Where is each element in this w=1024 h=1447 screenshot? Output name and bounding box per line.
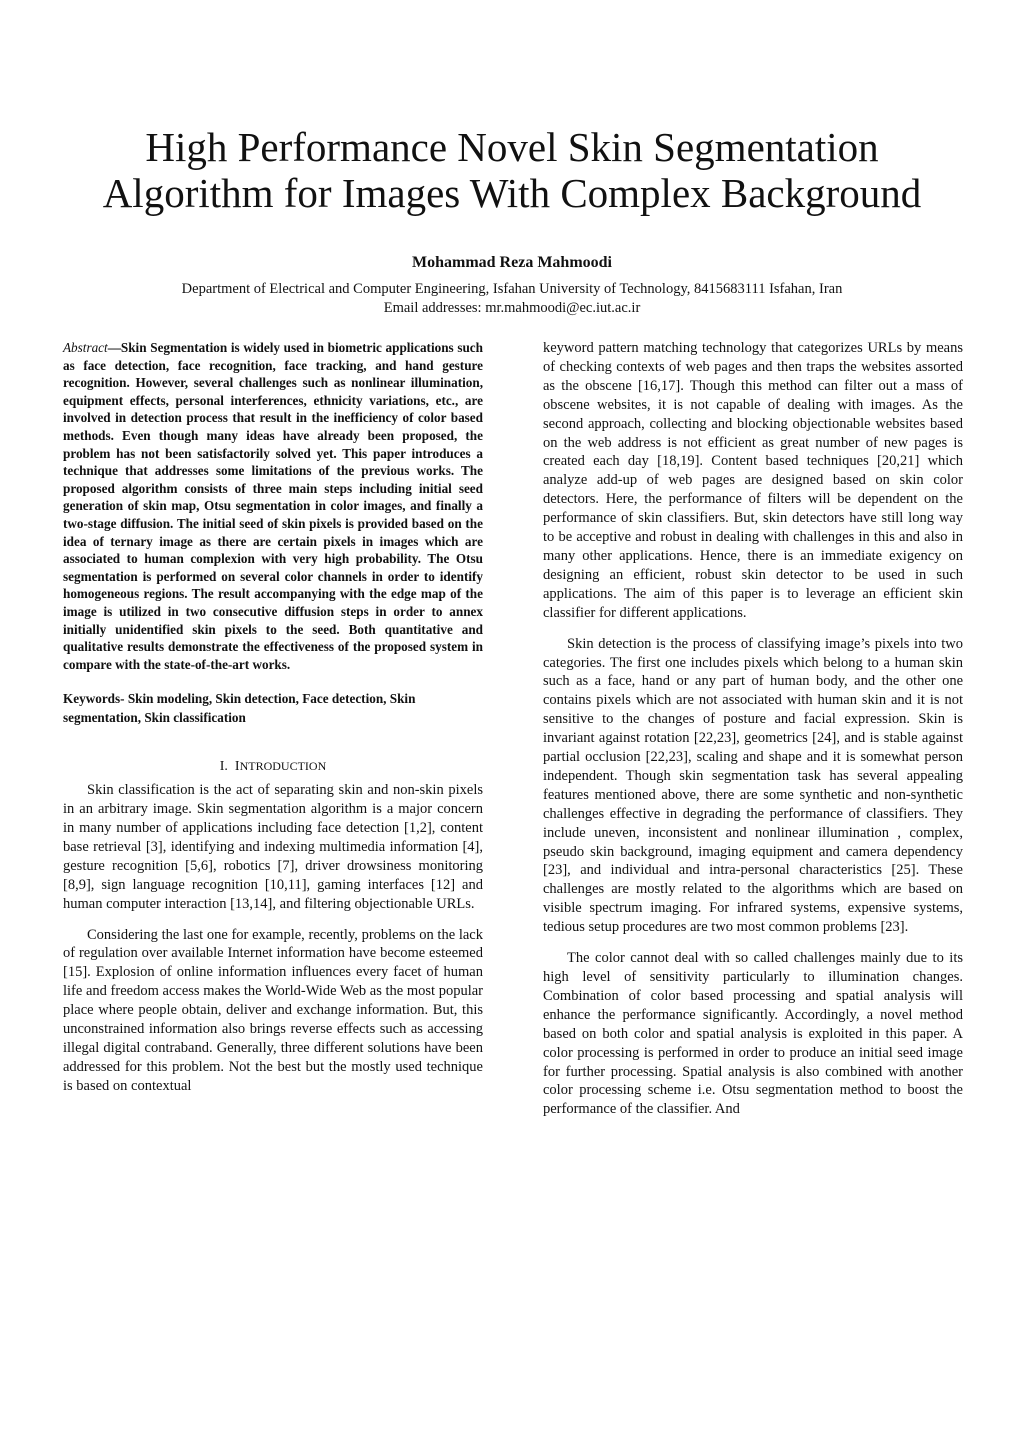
paper-title	[60, 124, 964, 216]
author-affiliation	[60, 280, 964, 318]
intro-paragraph-2: Considering the last one for example, recently, problems on the lack of regulation over available Internet information have become esteemed [15]. Explosion of online information influences every facet of human life and freedom access makes the World-Wide Web as the most popular place where people obtain, deliver and exchange information. But, this unconstrained information also brings reverse effects such as accessing illegal digital contraband. Generally, three different solutions have been addressed for this problem. Not the best but the mostly used technique is based on contextual	[63, 926, 483, 1094]
left-column	[63, 339, 483, 1108]
section-heading-introduction	[63, 757, 483, 777]
right-column	[543, 339, 963, 1131]
intro-paragraph-1: Skin classification is the act of separating skin and non-skin pixels in an arbitrary image. Skin segmentation algorithm is a major concern in many number of applications including face detection [1,2], content base retrieval [3], identifying and indexing multimedia information [4], gesture recognition [5,6], robotics [7], driver drowsiness monitoring [8,9], sign language recognition [10,11], gaming interfaces [12] and human computer interaction [13,14], and filtering objectionable URLs.	[63, 782, 483, 912]
abstract-label: Abstract	[63, 340, 108, 355]
title-line-1: High Performance Novel Skin Segmentation	[145, 124, 879, 170]
abstract	[63, 339, 483, 673]
intro-paragraph-4: Skin detection is the process of classifying image’s pixels into two categories. The first one includes pixels which belong to a human skin such as a face, hand or any part of human body, and the other one contains pixels which are not associated with human skin and it is not sensitive to the changes of posture and facial expression. Skin is invariant against rotation [22,23], geometrics [24], and is stable against partial occlusion [22,23], scaling and shape and it is somewhat person independent. Though skin segmentation task has several appealing features mentioned above, there are some synthetic and non-synthetic challenges effective in degrading the performance of classifiers. They include uneven, inconsistent and nonlinear illumination , complex, pseudo skin background, imaging equipment and camera dependency [23], and individual and intra-personal characteristics [25]. These challenges are mostly related to the algorithms which are based on visible spectrum imaging. For infrared systems, expensive systems, tedious setup procedures are two most common problems [23].	[543, 635, 963, 936]
intro-paragraph-3: keyword pattern matching technology that categorizes URLs by means of checking contexts of web pages and then traps the websites assorted as the obscene [16,17]. Though this method can filter out a mass of obscene websites, it is not capable of dealing with images. As the second approach, collecting and blocking objectionable websites based on the web address is not efficient as great number of new pages is created each day [18,19]. Content based techniques [20,21] which analyze add-up of web pages are designed based on skin color detectors. Here, the performance of filters will be dependent on the performance of skin classifiers. But, skin detectors have still long way to be acceptive and robust in dealing with challenges in this and also in many other applications. Hence, there is an immediate exigency on designing an efficient, robust skin detector to be used in such applications. The aim of this paper is to leverage an efficient skin classifier for different applications.	[543, 340, 963, 621]
affiliation-text: Department of Electrical and Computer Engineering, Isfahan University of Technology, 8415683111 Isfahan, Iran	[181, 281, 843, 297]
section-number: I.	[219, 759, 228, 775]
keywords: Keywords- Skin modeling, Skin detection, Face detection, Skin segmentation, Skin classification	[63, 691, 416, 726]
section-title-initial: I	[234, 759, 240, 775]
abstract-dash: —	[107, 340, 121, 355]
intro-paragraph-5: The color cannot deal with so called challenges mainly due to its high level of sensitivity particularly to illumination changes. Combination of color based processing and spatial analysis will enhance the performance significantly. Accordingly, a novel method based on both color and spatial analysis is exploited in this paper. A color processing is performed in order to produce an initial seed image for further processing. Spatial analysis is also combined with another color processing scheme i.e. Otsu segmentation method to boost the performance of the classifier. And	[543, 950, 963, 1118]
abstract-text: Skin Segmentation is widely used in biometric applications such as face detection, face recognition, face tracking, and hand gesture recognition. However, several challenges such as nonlinear illumination, equipment effects, personal interferences, ethnicity variations, etc., are involved in detection process that result in the inefficiency of color based methods. Even though many ideas have already been proposed, the problem has not been satisfactorily solved yet. This paper introduces a technique that addresses some limitations of the previous works. The proposed algorithm consists of three main steps including initial seed generation of skin map, Otsu segmentation in color images, and finally a two-stage diffusion. The initial seed of skin pixels is provided based on the idea of ternary image as there are certain pixels in images which are associated to human complexion with very high probability. The Otsu segmentation is performed on several color channels in order to identify homogeneous regions. The result accompanying with the edge map of the image is utilized in two consecutive diffusion steps in order to annex initially unidentified skin pixels to the seed. Both quantitative and qualitative results demonstrate the effectiveness of the proposed system in compare with the state-of-the-art works.	[63, 340, 483, 672]
section-title-rest: NTRODUCTION	[239, 759, 327, 774]
author-name: Mohammad Reza Mahmoodi	[412, 254, 612, 271]
title-line-2: Algorithm for Images With Complex Background	[102, 170, 922, 216]
author-email: Email addresses: mr.mahmoodi@ec.iut.ac.ir	[383, 300, 641, 316]
